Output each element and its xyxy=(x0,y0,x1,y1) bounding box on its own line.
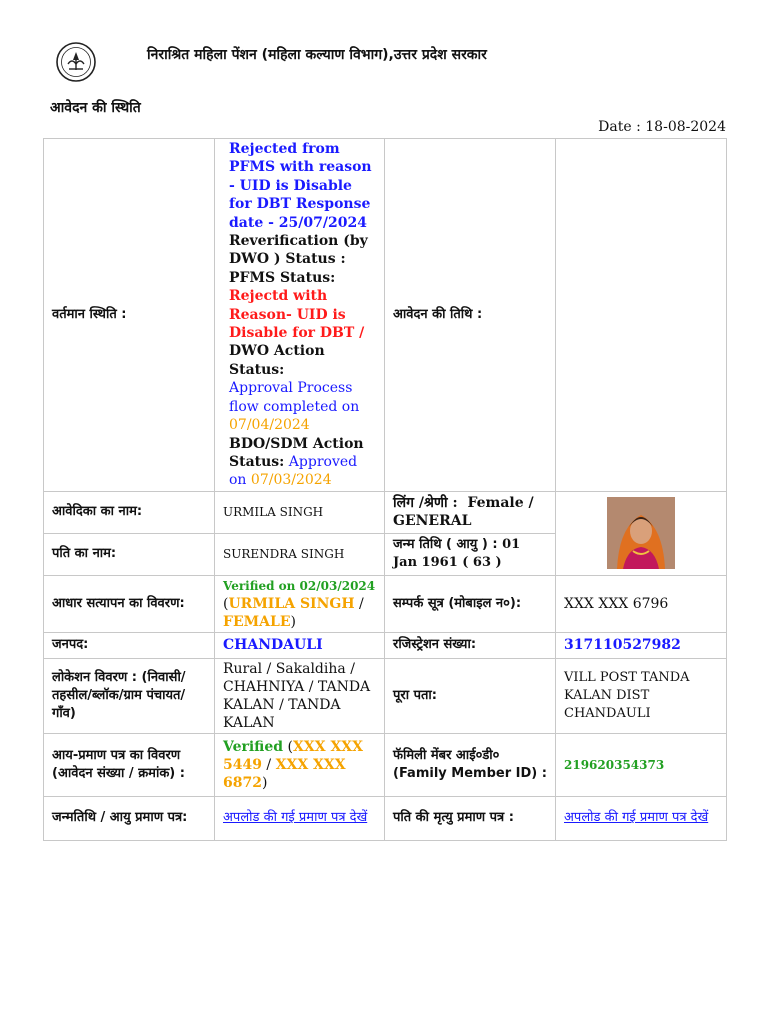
gender-value: Female / GENERAL xyxy=(393,495,534,530)
org-title: निराश्रित महिला पेंशन (महिला कल्याण विभाग),उत्तर प्रदेश सरकार xyxy=(147,47,487,63)
aadhaar-name: URMILA SINGH xyxy=(228,595,355,612)
income-application-no: XXX XXX 5449 xyxy=(223,738,364,773)
bdo-action-date: 07/03/2024 xyxy=(250,472,332,489)
registration-value: 317110527982 xyxy=(556,632,727,658)
applicant-photo-cell xyxy=(556,491,727,575)
table-row xyxy=(44,658,727,733)
gender-category xyxy=(385,491,556,533)
dob-certificate-cell xyxy=(215,796,385,840)
dwo-action-value: Approval Process flow completed on xyxy=(229,380,360,415)
district-value: CHANDAULI xyxy=(215,632,385,658)
view-dob-certificate-link[interactable]: अपलोड की गई प्रमाण पत्र देखें xyxy=(223,810,368,826)
bdo-action-value: Approved on xyxy=(229,453,358,489)
address-value: VILL POST TANDA KALAN DIST CHANDAULI xyxy=(556,658,727,733)
registration-label: रजिस्ट्रेशन संख्या: xyxy=(385,632,556,658)
dwo-action-label: DWO Action Status: xyxy=(229,343,325,378)
income-verified: Verified xyxy=(223,738,284,755)
table-row xyxy=(44,632,727,658)
income-certificate-label: आय-प्रमाण पत्र का विवरण (आवेदन संख्या / क्रमांक) : xyxy=(44,733,215,796)
application-date-label: आवेदन की तिथि : xyxy=(385,139,556,492)
applicant-photo xyxy=(607,497,675,569)
district-label: जनपद: xyxy=(44,632,215,658)
aadhaar-verified: Verified on 02/03/2024 xyxy=(223,578,376,593)
contact-label: सम्पर्क सूत्र (मोबाइल न०): xyxy=(385,575,556,632)
location-label: लोकेशन विवरण : (निवासी/तहसील/ब्लॉक/ग्राम पंचायत/गाँव) xyxy=(44,658,215,733)
dob-label: जन्म तिथि ( आयु ) : xyxy=(393,537,498,553)
report-date: Date : 18-08-2024 xyxy=(598,119,726,135)
income-certificate-value: Verified (XXX XXX 5449 / XXX XXX 6872) xyxy=(215,733,385,796)
page-header xyxy=(56,42,736,86)
view-death-certificate-link[interactable]: अपलोड की गई प्रमाण पत्र देखें xyxy=(564,810,709,826)
address-label: पूरा पता: xyxy=(385,658,556,733)
pfms-status-value: Rejectd with Reason- UID is Disable for DBT / xyxy=(229,288,365,342)
table-row xyxy=(44,575,727,632)
applicant-name-label: आवेदिका का नाम: xyxy=(44,491,215,533)
aadhaar-verification-label: आधार सत्यापन का विवरण: xyxy=(44,575,215,632)
table-row xyxy=(44,491,727,533)
dob-age xyxy=(385,533,556,575)
applicant-name-value: URMILA SINGH xyxy=(215,491,385,533)
current-status-label: वर्तमान स्थिति : xyxy=(44,139,215,492)
aadhaar-gender: FEMALE xyxy=(223,613,291,630)
application-status-table xyxy=(43,138,727,841)
location-value: Rural / Sakaldiha / CHAHNIYA / TANDA KALAN / TANDA KALAN xyxy=(215,658,385,733)
table-row xyxy=(44,733,727,796)
reverification-label: Reverification (by DWO ) Status : xyxy=(229,233,368,268)
table-row xyxy=(44,796,727,840)
income-serial-no: XXX XXX 6872 xyxy=(223,756,346,791)
family-id-value: 219620354373 xyxy=(556,733,727,796)
death-certificate-label: पति की मृत्यु प्रमाण पत्र : xyxy=(385,796,556,840)
current-status-value xyxy=(215,139,385,492)
application-date-value xyxy=(556,139,727,492)
contact-value: XXX XXX 6796 xyxy=(556,575,727,632)
dwo-action-date: 07/04/2024 xyxy=(229,417,310,434)
husband-name-value: SURENDRA SINGH xyxy=(215,533,385,575)
gender-label: लिंग /श्रेणी : xyxy=(393,495,458,512)
table-row xyxy=(44,139,727,492)
family-id-label: फॅमिली मेंबर आई०डी० (Family Member ID) : xyxy=(385,733,556,796)
bdo-action-label: BDO/SDM Action Status: xyxy=(229,435,364,470)
dob-value: 01 Jan 1961 ( 63 ) xyxy=(393,537,521,571)
aadhaar-verification-value: Verified on 02/03/2024 (URMILA SINGH / FEMALE) xyxy=(215,575,385,632)
dob-certificate-label: जन्मतिथि / आयु प्रमाण पत्र: xyxy=(44,796,215,840)
death-certificate-cell xyxy=(556,796,727,840)
pfms-status-label: PFMS Status: xyxy=(229,269,336,286)
pfms-rejection-text: Rejected from PFMS with reason - UID is Disable for DBT Response date - 25/07/2024 xyxy=(229,141,372,231)
up-government-emblem-icon xyxy=(56,42,96,82)
page-heading: आवेदन की स्थिति xyxy=(50,100,141,116)
husband-name-label: पति का नाम: xyxy=(44,533,215,575)
